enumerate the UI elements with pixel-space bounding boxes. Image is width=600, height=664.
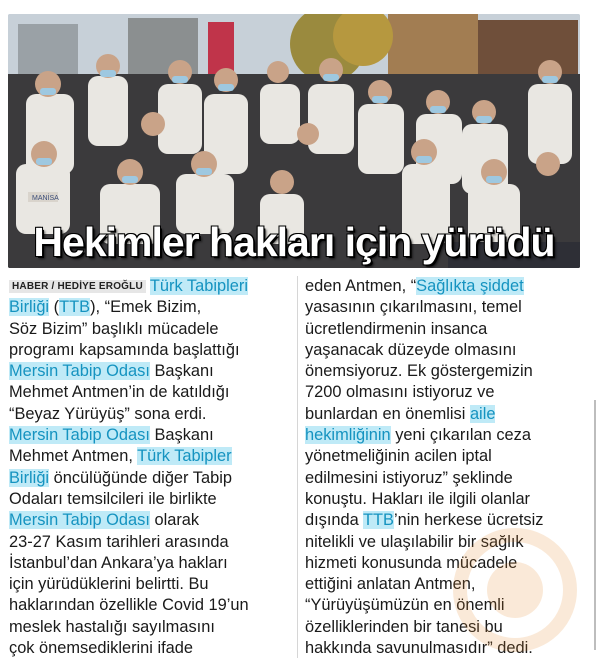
text-segment: haklarından özellikle Covid 19’un	[9, 596, 249, 615]
highlighted-term: Sağlıkta şiddet	[416, 277, 524, 295]
text-segment: 7200 olmasını istiyoruz ve	[305, 383, 495, 402]
text-line	[305, 468, 590, 489]
highlighted-term: Birliği	[9, 468, 50, 487]
text-segment: konuştu. Hakları ile ilgili olanlar	[305, 489, 531, 508]
text-line	[9, 361, 291, 382]
text-line	[305, 361, 590, 382]
highlighted-term: Mersin Tabip Odası	[9, 511, 150, 530]
text-line	[9, 446, 291, 467]
text-line	[305, 319, 590, 340]
text-line	[9, 425, 291, 446]
text-line	[9, 617, 291, 638]
text-segment: Mehmet Antmen,	[9, 447, 138, 466]
text-segment: ücretlendirmenin insanca	[305, 319, 488, 338]
text-segment: Mehmet Antmen’in de katıldığı	[9, 383, 230, 402]
text-line	[9, 319, 291, 340]
left-lines	[9, 297, 291, 659]
headline: Hekimler hakları için yürüdü	[33, 219, 555, 265]
text-line	[9, 532, 291, 553]
text-segment: hizmeti konusunda mücadele	[305, 553, 518, 572]
text-segment: Odaları temsilcileri ile birlikte	[9, 489, 217, 508]
text-segment: meslek hastalığı sayılmasını	[9, 617, 215, 636]
text-segment: özelliklerinden bir tanesi bu	[305, 617, 503, 636]
highlighted-term: TTB	[363, 511, 394, 530]
text-segment: nitelikli ve ulaşılabilir bir sağlık	[305, 532, 524, 551]
text-segment: “Yürüyüşümüzün en önemli	[305, 596, 505, 615]
text-line	[305, 340, 590, 361]
text-line	[305, 276, 590, 297]
text-line	[9, 340, 291, 361]
text-line	[9, 510, 291, 531]
text-segment: bunlardan en önemlisi	[305, 404, 470, 423]
text-segment: programı kapsamında başlattığı	[9, 340, 240, 359]
text-segment: hakkında savunulmasıdır” dedi.	[305, 639, 533, 658]
text-line	[9, 468, 291, 489]
column-divider	[297, 276, 298, 658]
text-line	[305, 297, 590, 318]
text-segment: Başkanı	[149, 426, 214, 445]
text-line	[305, 425, 590, 446]
text-segment: önemsiyoruz. Ek göstergemizin	[305, 362, 533, 381]
text-segment: için yürüdüklerini belirtti. Bu	[9, 575, 209, 594]
text-line	[9, 638, 291, 659]
text-segment: ettiğini anlatan Antmen,	[305, 575, 476, 594]
text-segment: Söz Bizim” başlıklı mücadele	[9, 319, 219, 338]
text-line	[9, 595, 291, 616]
highlighted-term: aile	[469, 404, 496, 423]
text-line	[305, 404, 590, 425]
text-line	[9, 489, 291, 510]
text-segment: edilmesini istiyoruz” şeklinde	[305, 468, 513, 487]
text-segment: ’nin herkese ücretsiz	[394, 511, 544, 530]
text-line	[9, 574, 291, 595]
highlighted-term: Mersin Tabip Odası	[9, 362, 150, 381]
text-segment: dışında	[305, 511, 364, 530]
text-line	[9, 382, 291, 403]
highlighted-term: Türk Tabipler	[137, 447, 232, 466]
text-segment: 23-27 Kasım tarihleri arasında	[9, 532, 229, 551]
text-line	[9, 297, 291, 318]
text-segment: yönetmeliğinin acilen iptal	[305, 447, 492, 466]
byline: HABER / HEDİYE EROĞLU	[9, 280, 146, 293]
highlighted-term: Türk Tabipleri	[149, 277, 248, 295]
text-segment: olarak	[149, 511, 200, 530]
text-line	[9, 404, 291, 425]
byline-row	[9, 276, 291, 297]
highlighted-term: hekimliğinin	[305, 426, 391, 445]
highlighted-term: Birliği	[9, 298, 50, 317]
text-segment: yasasının çıkarılmasını, temel	[305, 298, 522, 317]
text-segment: ), “Emek Bizim,	[90, 298, 202, 317]
text-segment: yeni çıkarılan ceza	[390, 426, 531, 445]
text-segment: Başkanı	[149, 362, 214, 381]
highlighted-term: Mersin Tabip Odası	[9, 426, 150, 445]
highlighted-term: TTB	[59, 298, 91, 317]
text-line	[150, 277, 248, 295]
article-column-left	[9, 276, 291, 659]
text-segment: yaşanacak düzeyde olmasını	[305, 340, 517, 359]
text-segment: çok önemsediklerini ifade	[9, 639, 194, 658]
banner-label: MANİSA	[32, 195, 59, 202]
text-segment: İstanbul’dan Ankara’ya hakları	[9, 553, 228, 572]
text-segment: öncülüğünde diğer Tabip	[49, 468, 232, 487]
text-line	[305, 446, 590, 467]
text-line	[305, 382, 590, 403]
protest-photo	[8, 14, 580, 268]
text-segment: (	[49, 298, 60, 317]
watermark-icon	[430, 520, 600, 660]
text-segment: eden Antmen, “	[305, 277, 417, 295]
text-line	[9, 553, 291, 574]
text-line	[305, 489, 590, 510]
text-segment: “Beyaz Yürüyüş” sona erdi.	[9, 404, 207, 423]
